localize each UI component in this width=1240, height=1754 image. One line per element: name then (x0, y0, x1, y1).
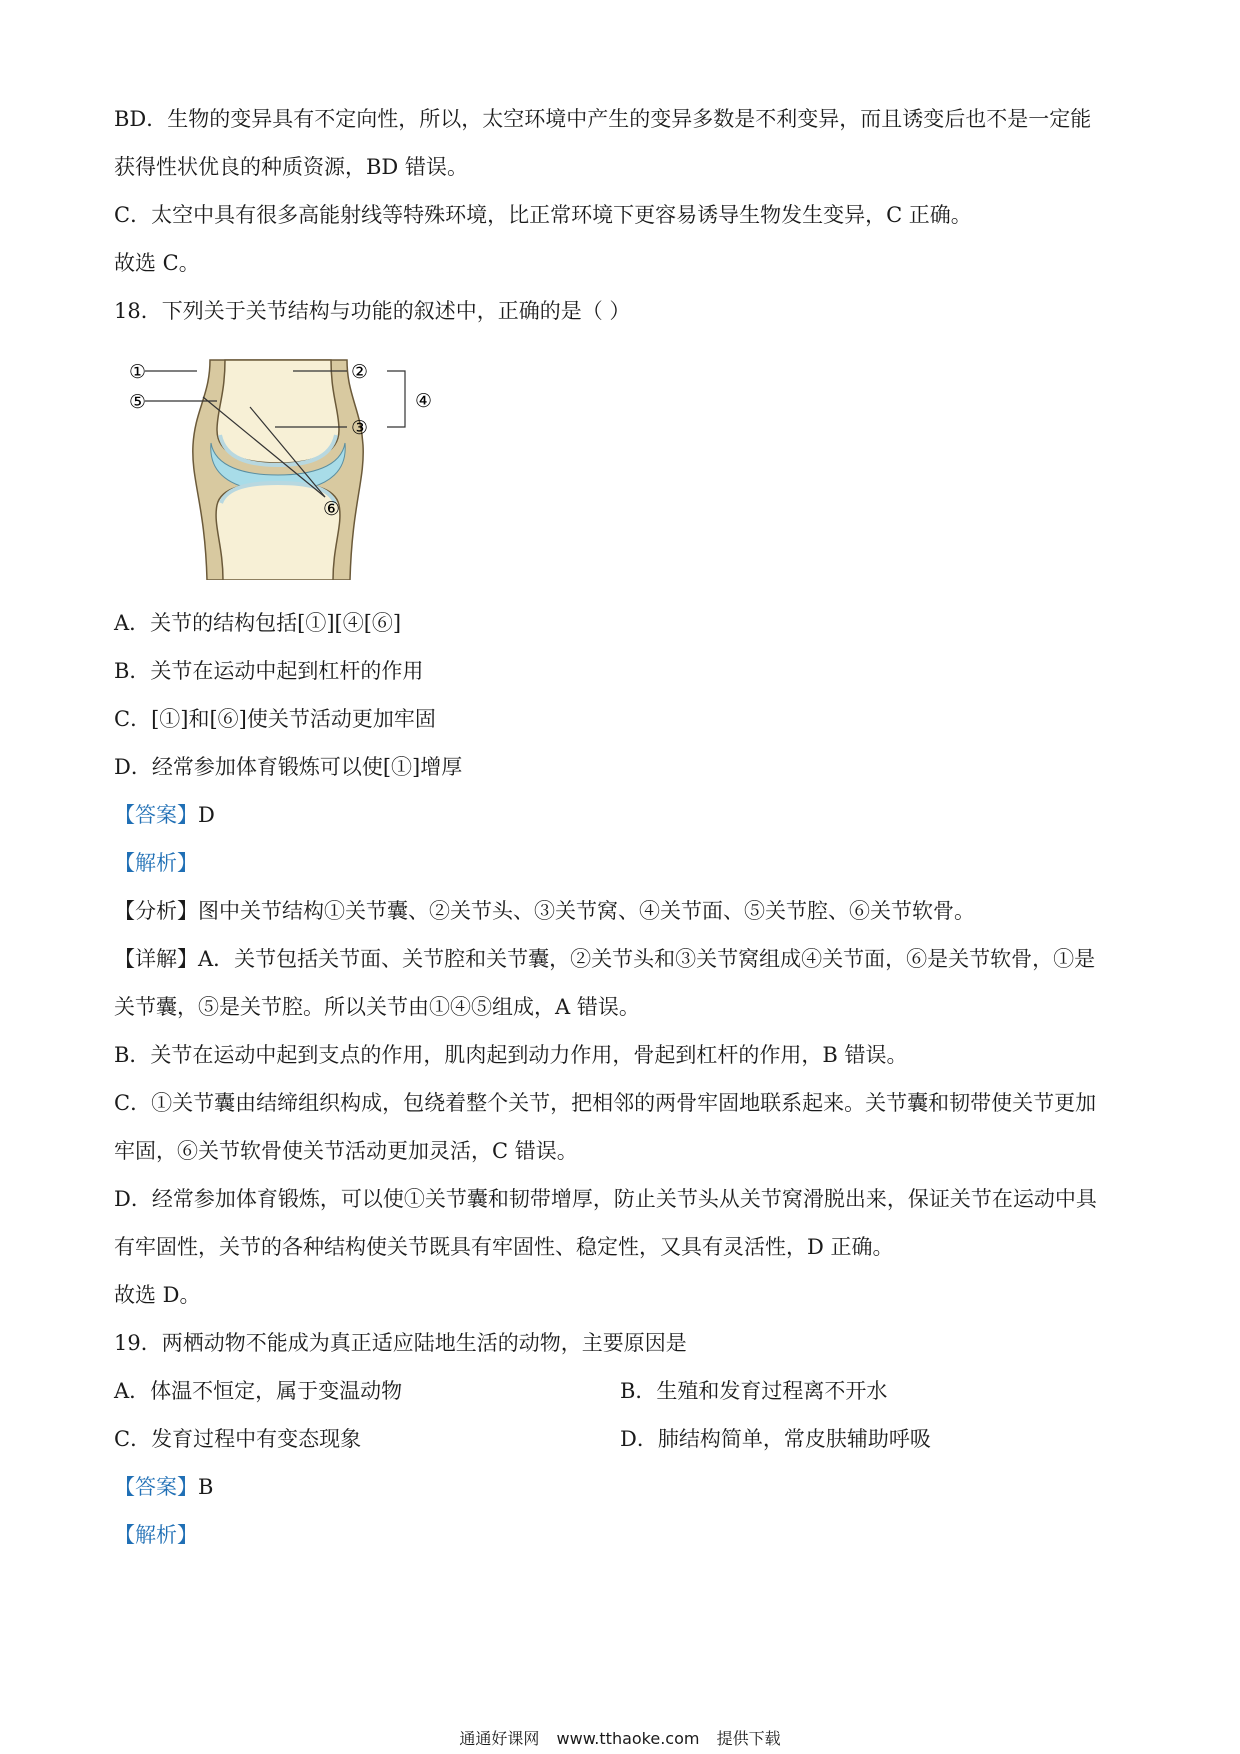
q18-detail-2: 关节囊，⑤是关节腔。所以关节由①④⑤组成，A 错误。 (114, 995, 640, 1019)
q18-detail-8: 故选 D。 (114, 1283, 201, 1307)
q18-detail-1: 【详解】A．关节包括关节面、关节腔和关节囊，②关节头和③关节窝组成④关节面，⑥是关节软骨，①是 (114, 947, 1096, 971)
q18-option-b: B．关节在运动中起到杠杆的作用 (114, 659, 424, 683)
q18-fenxi: 【分析】图中关节结构①关节囊、②关节头、③关节窝、④关节面、⑤关节腔、⑥关节软骨。 (114, 899, 975, 923)
answer-value: D (198, 803, 215, 827)
q19-option-a: A．体温不恒定，属于变温动物 (114, 1379, 403, 1403)
label-1: ① (129, 361, 147, 383)
q18-option-a: A．关节的结构包括[①][④[⑥] (114, 611, 402, 635)
label-6: ⑥ (323, 498, 341, 520)
answer-value: B (198, 1475, 214, 1499)
answer-tag: 【答案】 (114, 1475, 198, 1499)
question-18-stem: 18．下列关于关节结构与功能的叙述中，正确的是（ ） (114, 299, 631, 323)
prev-answer-line-1: BD．生物的变异具有不定向性，所以，太空环境中产生的变异多数是不利变异，而且诱变后也不是一定能 (114, 107, 1092, 131)
q19-analysis-tag: 【解析】 (114, 1523, 198, 1547)
question-19-stem: 19．两栖动物不能成为真正适应陆地生活的动物，主要原因是 (114, 1331, 687, 1355)
page-footer (0, 1728, 1240, 1750)
label-2: ② (351, 361, 369, 383)
label-4: ④ (415, 390, 433, 412)
joint-structure-diagram (125, 355, 505, 580)
upper-bone (217, 360, 339, 463)
footer-url[interactable]: www.tthaoke.com (556, 1729, 700, 1748)
lower-bone (216, 483, 340, 580)
q18-detail-5: 牢固，⑥关节软骨使关节活动更加灵活，C 错误。 (114, 1139, 578, 1163)
prev-answer-line-3: C．太空中具有很多高能射线等特殊环境，比正常环境下更容易诱导生物发生变异，C 正确。 (114, 203, 972, 227)
q19-option-c: C．发育过程中有变态现象 (114, 1427, 362, 1451)
q18-option-c: C．[①]和[⑥]使关节活动更加牢固 (114, 707, 436, 731)
q18-analysis-tag: 【解析】 (114, 851, 198, 875)
q18-option-d: D．经常参加体育锻炼可以使[①]增厚 (114, 755, 463, 779)
footer-site: 通通好课网 (459, 1729, 540, 1748)
q18-detail-6: D．经常参加体育锻炼，可以使①关节囊和韧带增厚，防止关节头从关节窝滑脱出来，保证关节在运动中具 (114, 1187, 1097, 1211)
label-3: ③ (351, 417, 369, 439)
q18-detail-7: 有牢固性，关节的各种结构使关节既具有牢固性、稳定性，又具有灵活性，D 正确。 (114, 1235, 894, 1259)
q18-answer (114, 800, 1130, 830)
prev-answer-line-4: 故选 C。 (114, 251, 200, 275)
answer-tag: 【答案】 (114, 803, 198, 827)
q19-option-d: D．肺结构简单，常皮肤辅助呼吸 (620, 1427, 931, 1451)
label-5: ⑤ (129, 391, 147, 413)
q19-answer (114, 1472, 1130, 1502)
footer-note: 提供下载 (716, 1729, 781, 1748)
q19-option-b: B．生殖和发育过程离不开水 (620, 1379, 888, 1403)
prev-answer-line-2: 获得性状优良的种质资源，BD 错误。 (114, 155, 468, 179)
q18-detail-3: B．关节在运动中起到支点的作用，肌肉起到动力作用，骨起到杠杆的作用，B 错误。 (114, 1043, 908, 1067)
q18-detail-4: C．①关节囊由结缔组织构成，包绕着整个关节，把相邻的两骨牢固地联系起来。关节囊和韧带使关节更加 (114, 1091, 1097, 1115)
